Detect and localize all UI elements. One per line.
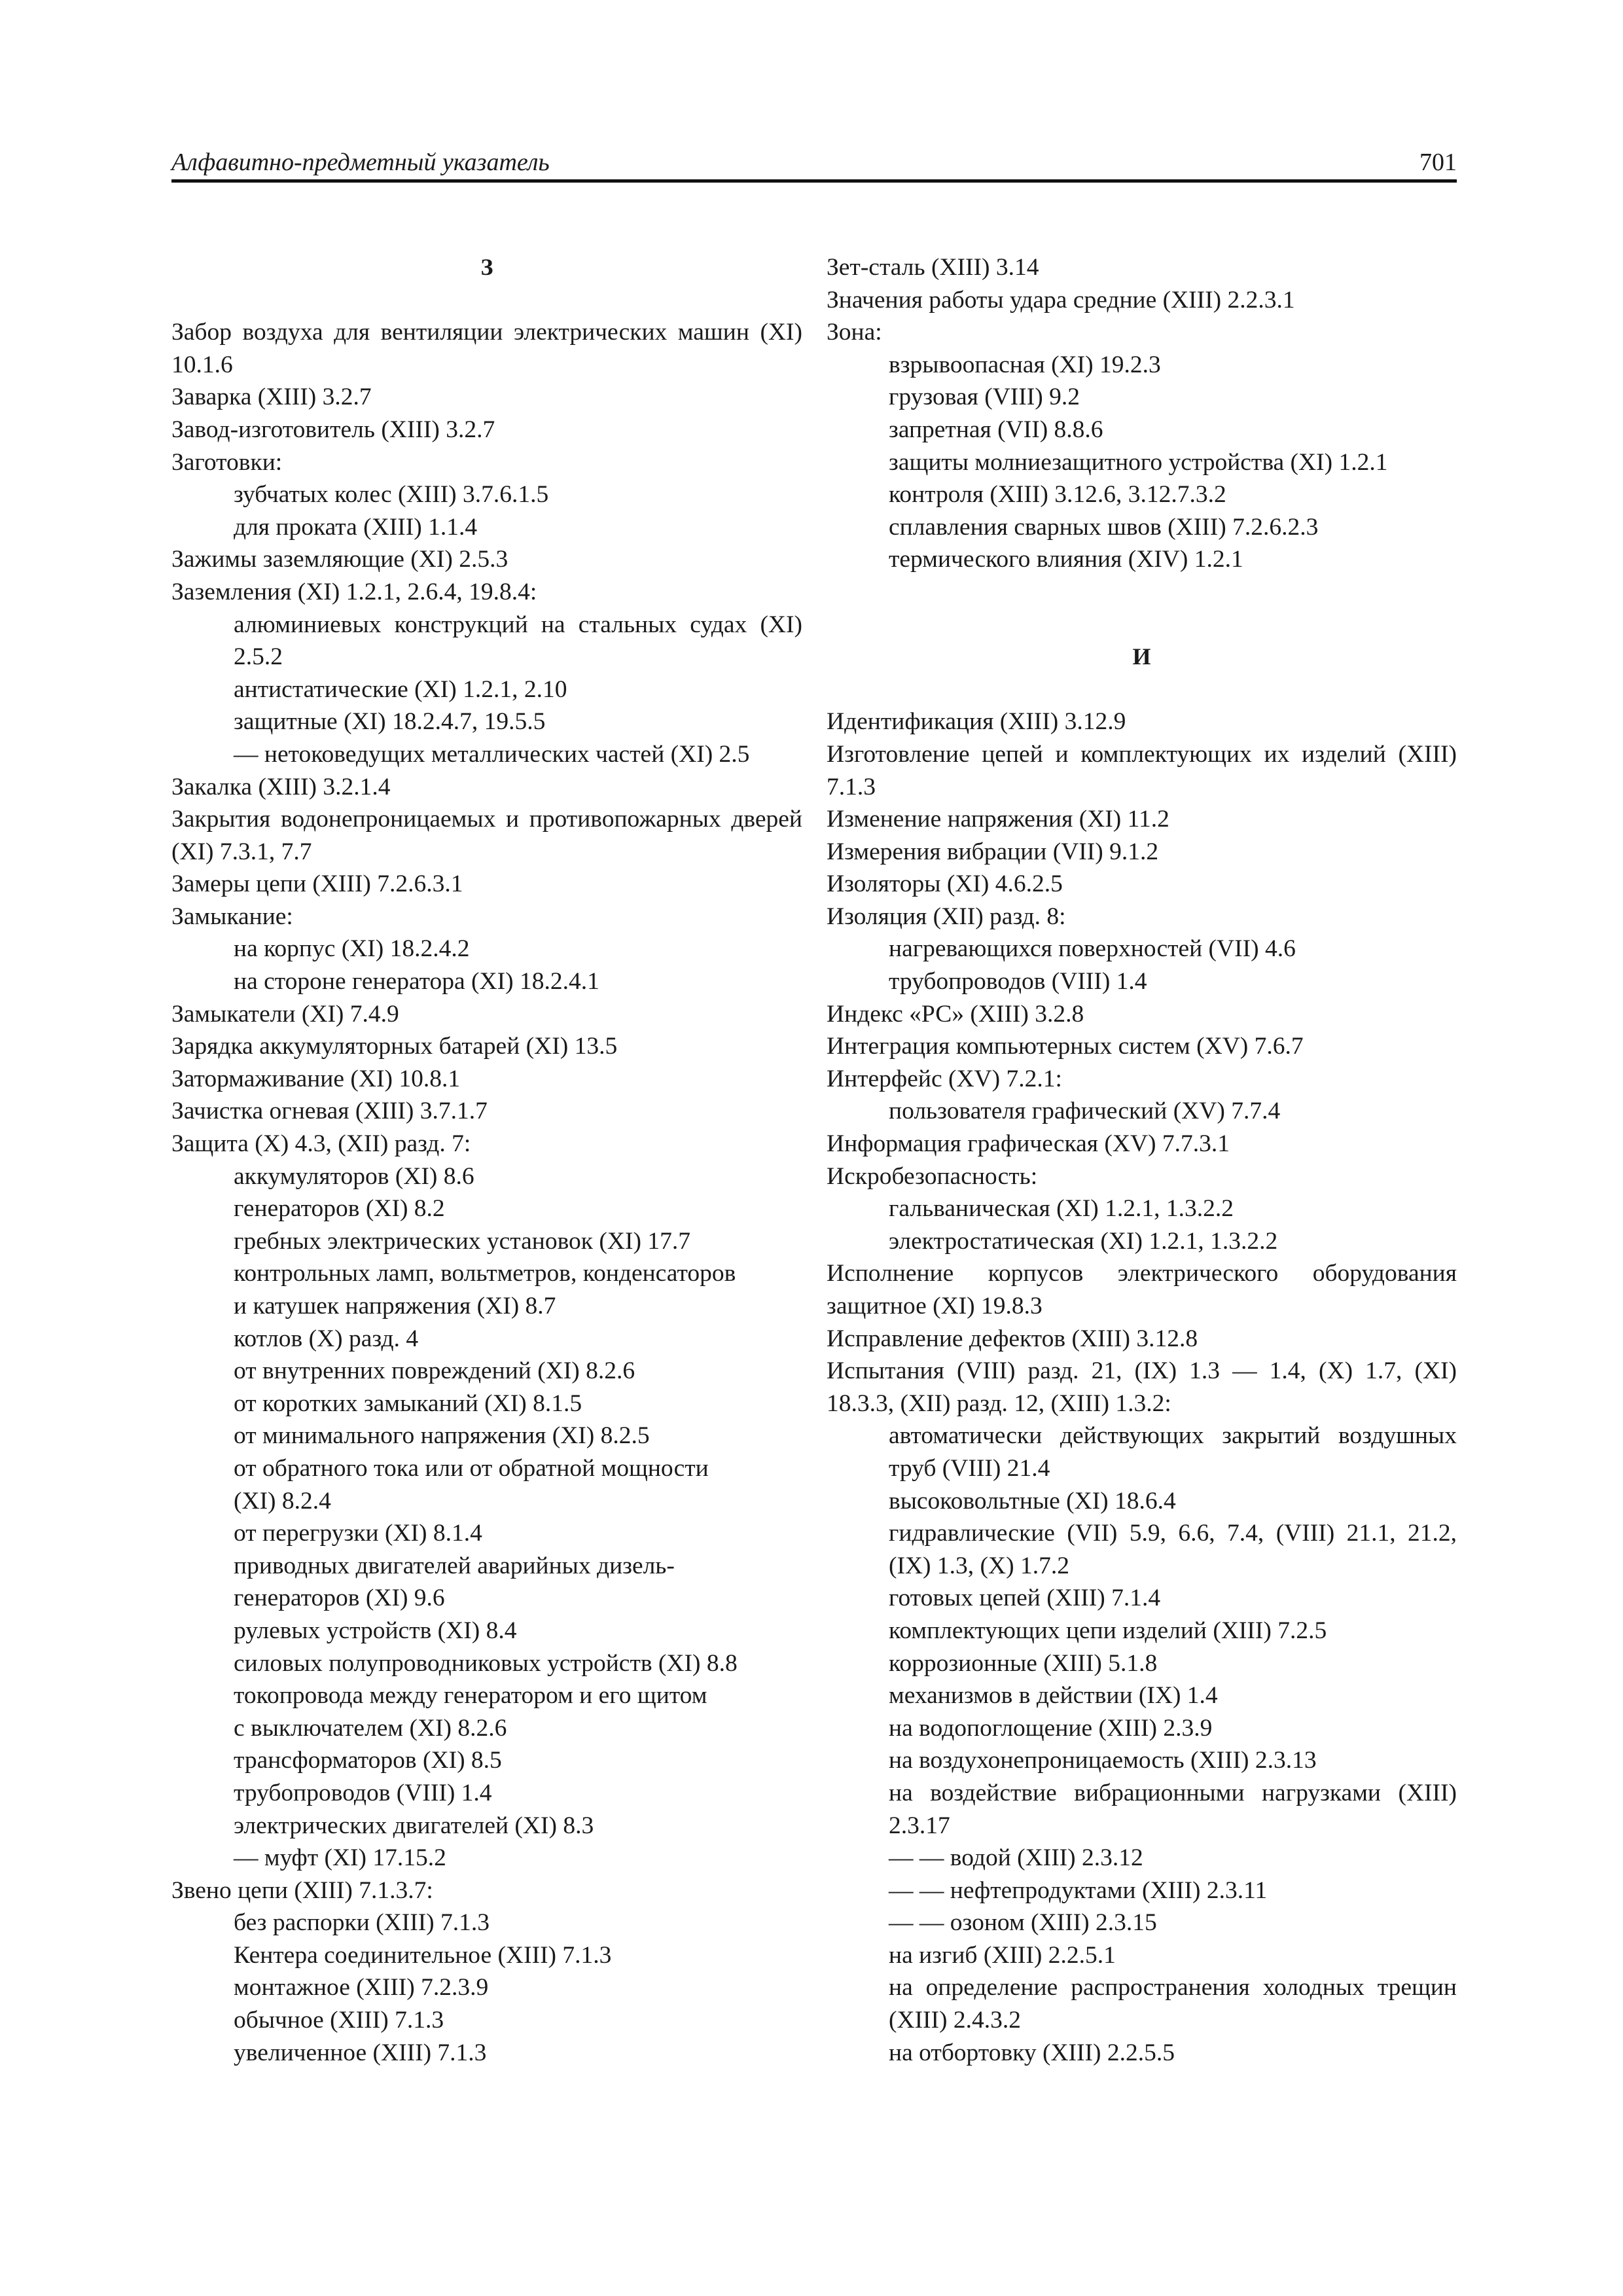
index-subentry: Кентера соединительное (XIII) 7.1.3	[234, 1941, 612, 1969]
index-entry: Защита (X) 4.3, (XII) разд. 7:	[171, 1130, 471, 1158]
index-subentry: электростатическая (XI) 1.2.1, 1.3.2.2	[889, 1227, 1278, 1255]
index-entry: Замыкание:	[171, 903, 293, 930]
index-entry: Зачистка огневая (XIII) 3.7.1.7	[171, 1098, 488, 1125]
index-subentry: на отбортовку (XIII) 2.2.5.5	[889, 2039, 1175, 2066]
index-subentry: запретная (VII) 8.8.6	[889, 416, 1103, 443]
index-subentry: от минимального напряжения (XI) 8.2.5	[234, 1422, 650, 1450]
index-subentry: алюминиевых конструкций на стальных судах (XI) 2.5.2	[234, 611, 802, 671]
index-subentry: котлов (X) разд. 4	[234, 1325, 419, 1352]
index-entry: Интерфейс (XV) 7.2.1:	[827, 1065, 1062, 1092]
index-subentry: автоматически действующих закрытий воздушных труб (VIII) 21.4	[889, 1422, 1457, 1482]
index-subentry: гальваническая (XI) 1.2.1, 1.3.2.2	[889, 1195, 1234, 1223]
index-subentry: гребных электрических установок (XI) 17.7	[234, 1227, 690, 1255]
index-subentry: готовых цепей (XIII) 7.1.4	[889, 1585, 1161, 1612]
index-subentry: контрольных ламп, вольтметров, конденсаторов	[234, 1260, 736, 1287]
index-subentry: трансформаторов (XI) 8.5	[234, 1747, 502, 1774]
index-entry: Завод-изготовитель (XIII) 3.2.7	[171, 416, 495, 443]
index-subentry: антистатические (XI) 1.2.1, 2.10	[234, 675, 567, 703]
index-subentry: — муфт (XI) 17.15.2	[234, 1844, 446, 1872]
index-entry: Закалка (XIII) 3.2.1.4	[171, 773, 391, 800]
index-subentry: увеличенное (XIII) 7.1.3	[234, 2039, 487, 2066]
index-entry: Изоляторы (XI) 4.6.2.5	[827, 870, 1063, 898]
index-subentry: для проката (XIII) 1.1.4	[234, 513, 478, 541]
index-entry: Испытания (VIII) разд. 21, (IX) 1.3 — 1.4, (X) 1.7, (XI) 18.3.3, (XII) разд. 12, (XIII) 1.3.2:	[827, 1357, 1457, 1417]
index-entry: Зет-сталь (XIII) 3.14	[827, 254, 1039, 281]
index-entry: Затормаживание (XI) 10.8.1	[171, 1065, 461, 1092]
index-subentry: электрических двигателей (XI) 8.3	[234, 1812, 594, 1839]
index-entry: Интеграция компьютерных систем (XV) 7.6.7	[827, 1033, 1304, 1060]
index-entry: Заготовки:	[171, 448, 283, 476]
index-subentry: — нетоковедущих металлических частей (XI) 2.5	[234, 740, 750, 768]
index-subentry: на воздействие вибрационными нагрузками (XIII) 2.3.17	[889, 1779, 1457, 1839]
index-entry: Заземления (XI) 1.2.1, 2.6.4, 19.8.4:	[171, 578, 537, 605]
index-subentry: трубопроводов (VIII) 1.4	[234, 1779, 492, 1806]
left-column	[171, 251, 802, 2069]
index-subentry: высоковольтные (XI) 18.6.4	[889, 1487, 1176, 1515]
index-subentry: контроля (XIII) 3.12.6, 3.12.7.3.2	[889, 481, 1226, 509]
index-subentry: токопровода между генератором и его щитом	[234, 1682, 707, 1710]
index-entry: Значения работы удара средние (XIII) 2.2.3.1	[827, 286, 1295, 314]
index-entry: Замыкатели (XI) 7.4.9	[171, 1000, 399, 1028]
index-entry: Измерения вибрации (VII) 9.1.2	[827, 838, 1159, 865]
index-entry: Заварка (XIII) 3.2.7	[171, 384, 372, 411]
index-subentry: защитные (XI) 18.2.4.7, 19.5.5	[234, 708, 546, 736]
index-entry: Изоляция (XII) разд. 8:	[827, 903, 1066, 930]
index-subentry: силовых полупроводниковых устройств (XI) 8.8	[234, 1649, 738, 1677]
index-entry: Замеры цепи (XIII) 7.2.6.3.1	[171, 870, 463, 898]
index-subentry: пользователя графический (XV) 7.7.4	[889, 1098, 1281, 1125]
index-subentry: на стороне генератора (XI) 18.2.4.1	[234, 968, 599, 996]
index-subentry: — — водой (XIII) 2.3.12	[889, 1844, 1143, 1872]
index-subentry: на изгиб (XIII) 2.2.5.1	[889, 1941, 1116, 1969]
index-subentry: гидравлические (VII) 5.9, 6.6, 7.4, (VIII) 21.1, 21.2, (IX) 1.3, (X) 1.7.2	[889, 1520, 1457, 1579]
index-entry: Индекс «РС» (XIII) 3.2.8	[827, 1000, 1084, 1028]
index-subentry: от обратного тока или от обратной мощности	[234, 1454, 709, 1482]
section-letter: З	[480, 254, 493, 280]
index-entry: Исполнение корпусов электрического оборудования защитное (XI) 19.8.3	[827, 1260, 1457, 1319]
index-entry: Зона:	[827, 319, 882, 346]
index-subentry: генераторов (XI) 9.6	[234, 1585, 445, 1612]
index-subentry: на водопоглощение (XIII) 2.3.9	[889, 1714, 1213, 1742]
index-subentry: и катушек напряжения (XI) 8.7	[234, 1293, 556, 1319]
index-entry: Идентификация (XIII) 3.12.9	[827, 708, 1126, 736]
index-subentry: генераторов (XI) 8.2	[234, 1195, 445, 1223]
index-subentry: грузовая (VIII) 9.2	[889, 384, 1080, 411]
index-entry: Зажимы заземляющие (XI) 2.5.3	[171, 546, 508, 573]
index-subentry: зубчатых колес (XIII) 3.7.6.1.5	[234, 481, 549, 509]
index-entry: Забор воздуха для вентиляции электрических машин (XI) 10.1.6	[171, 319, 802, 378]
index-subentry: от коротких замыканий (XI) 8.1.5	[234, 1390, 582, 1417]
index-subentry: без распорки (XIII) 7.1.3	[234, 1909, 490, 1937]
index-subentry: защиты молниезащитного устройства (XI) 1.2.1	[889, 448, 1388, 476]
index-subentry: приводных двигателей аварийных дизель-	[234, 1552, 675, 1579]
index-entry: Изготовление цепей и комплектующих их изделий (XIII) 7.1.3	[827, 740, 1457, 800]
index-subentry: монтажное (XIII) 7.2.3.9	[234, 1974, 489, 2001]
index-subentry: механизмов в действии (IX) 1.4	[889, 1682, 1218, 1710]
index-entry: Закрытия водонепроницаемых и противопожарных дверей (XI) 7.3.1, 7.7	[171, 806, 802, 865]
index-subentry: сплавления сварных швов (XIII) 7.2.6.2.3	[889, 513, 1319, 541]
index-entry: Исправление дефектов (XIII) 3.12.8	[827, 1325, 1198, 1352]
index-subentry: на воздухонепроницаемость (XIII) 2.3.13	[889, 1747, 1317, 1774]
index-entry: Зарядка аккумуляторных батарей (XI) 13.5	[171, 1033, 618, 1060]
right-column	[827, 251, 1457, 2069]
index-subentry: аккумуляторов (XI) 8.6	[234, 1162, 474, 1190]
index-subentry: от перегрузки (XI) 8.1.4	[234, 1520, 482, 1547]
index-entry: Звено цепи (XIII) 7.1.3.7:	[171, 1876, 433, 1904]
index-entry: Информация графическая (XV) 7.7.3.1	[827, 1130, 1230, 1158]
index-subentry: с выключателем (XI) 8.2.6	[234, 1714, 507, 1742]
index-subentry: термического влияния (XIV) 1.2.1	[889, 546, 1243, 573]
index-subentry: взрывоопасная (XI) 19.2.3	[889, 351, 1161, 378]
index-subentry: (XI) 8.2.4	[234, 1487, 331, 1515]
index-subentry: от внутренних повреждений (XI) 8.2.6	[234, 1357, 635, 1385]
index-subentry: обычное (XIII) 7.1.3	[234, 2007, 444, 2034]
index-subentry: на корпус (XI) 18.2.4.2	[234, 935, 470, 963]
index-subentry: на определение распространения холодных трещин (XIII) 2.4.3.2	[889, 1974, 1457, 2034]
index-entry: Изменение напряжения (XI) 11.2	[827, 806, 1169, 833]
index-subentry: комплектующих цепи изделий (XIII) 7.2.5	[889, 1617, 1327, 1644]
index-subentry: рулевых устройств (XI) 8.4	[234, 1617, 517, 1644]
index-entry: Искробезопасность:	[827, 1162, 1038, 1190]
index-subentry: трубопроводов (VIII) 1.4	[889, 968, 1147, 996]
index-subentry: — — нефтепродуктами (XIII) 2.3.11	[889, 1876, 1268, 1904]
running-header	[171, 140, 1457, 183]
section-letter: И	[1132, 643, 1151, 670]
index-subentry: нагревающихся поверхностей (VII) 4.6	[889, 935, 1296, 963]
index-subentry: — — озоном (XIII) 2.3.15	[889, 1909, 1157, 1937]
index-subentry: коррозионные (XIII) 5.1.8	[889, 1649, 1158, 1677]
header-title: Алфавитно-предметный указатель	[171, 149, 550, 176]
page-number: 701	[1419, 149, 1457, 176]
